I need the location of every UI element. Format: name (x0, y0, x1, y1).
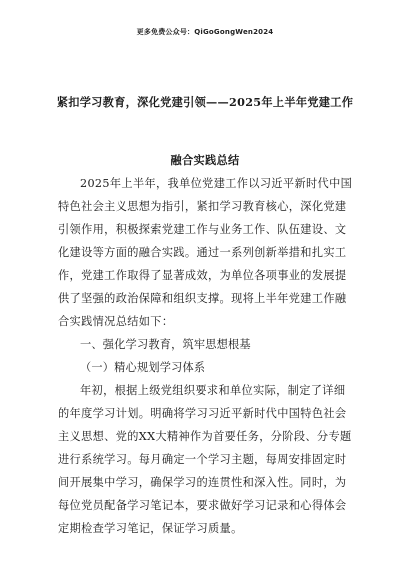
paragraph-1-line: 供了坚强的政治保障和组织支撑。现将上半年党建工作融 (58, 292, 347, 305)
paragraph-2-line: 的年度学习计划。明确将学习习近平新时代中国特色社会 (58, 407, 347, 420)
paragraph-2-line: 每位党员配备学习笔记本，要求做好学习记录和心得体会 (58, 499, 347, 512)
paragraph-1-line: 化建设等方面的融合实践。通过一系列创新举措和扎实工 (58, 246, 347, 259)
document-title-line-2: 融合实践总结 (170, 153, 240, 167)
paragraph-1-line: 作，党建工作取得了显著成效，为单位各项事业的发展提 (58, 269, 347, 282)
paragraph-1-line: 合实践情况总结如下： (58, 315, 174, 328)
document-title-line-1: 紧扣学习教育，深化党建引领——2025年上半年党建工作 (56, 95, 354, 109)
subsection-heading: （一）精心规划学习体系 (80, 361, 206, 374)
paragraph-2-line: 间开展集中学习，确保学习的连贯性和深入性。同时，为 (58, 476, 347, 489)
paragraph-2-line: 年初，根据上级党组织要求和单位实际，制定了详细 (80, 384, 346, 397)
paragraph-2-line: 主义思想、党的XX大精神作为首要任务，分阶段、分专题 (58, 430, 352, 443)
section-heading: 一、强化学习教育，筑牢思想根基 (80, 338, 251, 351)
paragraph-1-line: 2025年上半年，我单位党建工作以习近平新时代中国 (80, 177, 353, 190)
document-body (58, 172, 358, 540)
paragraph-1-line: 引领作用，积极探索党建工作与业务工作、队伍建设、文 (58, 223, 347, 236)
paragraph-2-line: 定期检查学习笔记，保证学习质量。 (58, 522, 243, 535)
paragraph-1-line: 特色社会主义思想为指引，紧扣学习教育核心，深化党建 (58, 200, 347, 213)
header-note: 更多免费公众号：QiGoGongWen2024 (136, 28, 274, 36)
paragraph-2-line: 进行系统学习。每月确定一个学习主题，每周安排固定时 (58, 453, 347, 466)
